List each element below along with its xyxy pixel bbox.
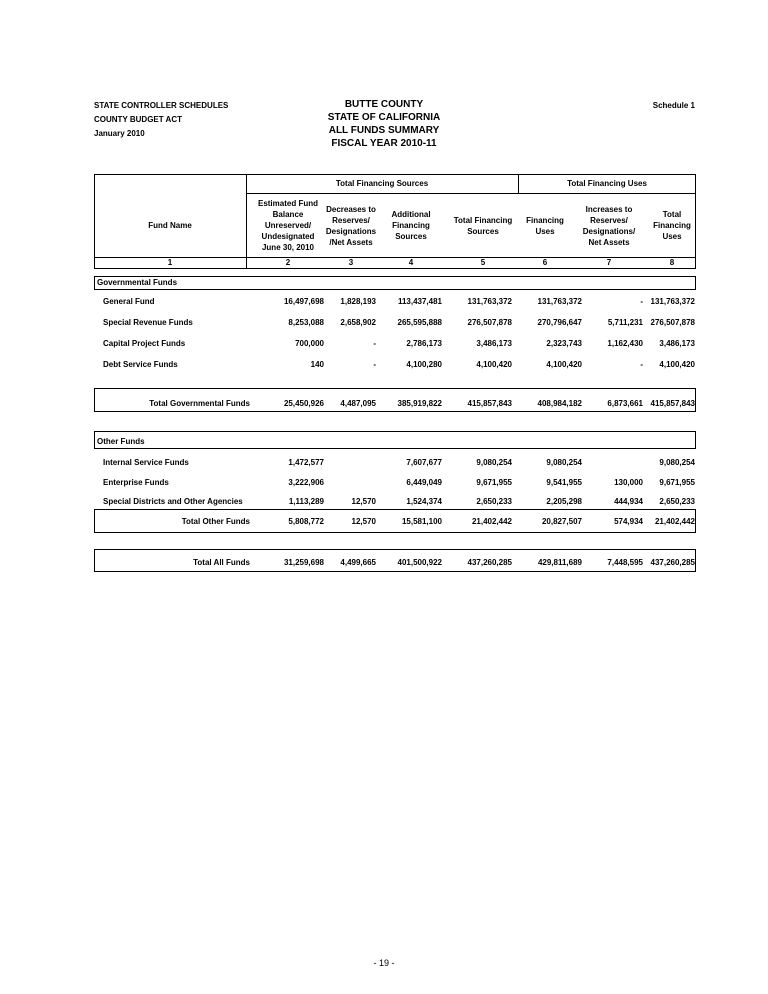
page-title [284,98,484,150]
cell: 444,934 [614,497,643,506]
cell: 2,205,298 [546,497,582,506]
total-row-all [0,557,768,569]
cell: 131,763,372 [650,297,695,306]
cell: 3,222,906 [288,478,324,487]
section-title-governmental: Governmental Funds [97,278,178,287]
cell: 574,934 [614,517,643,526]
schedule-label: Schedule 1 [652,101,695,110]
col-number-4: 4 [408,258,414,267]
col-header-8: Total Financing Uses [653,210,691,241]
cell: 9,080,254 [476,458,512,467]
cell: 130,000 [614,478,643,487]
cell: 1,113,289 [288,497,324,506]
cell: 31,259,698 [283,558,324,567]
col-header-2: Estimated Fund Balance Unreserved/ Undesignated June 30, 2010 [257,199,318,252]
cell: 4,100,420 [476,360,512,369]
cell: 9,671,955 [659,478,695,487]
cell: 2,650,233 [476,497,512,506]
cell: 401,500,922 [397,558,442,567]
left-line-2: COUNTY BUDGET ACT [94,115,182,124]
col-number-8: 8 [669,258,675,267]
title-line-1: BUTTE COUNTY [344,99,424,110]
table-row [0,359,768,371]
cell: 415,857,843 [650,399,695,408]
cell: 1,472,577 [288,458,324,467]
cell: 1,162,430 [607,339,643,348]
col-number-3: 3 [348,258,354,267]
col-header-6: Financing Uses [526,215,564,236]
cell: 265,595,888 [397,318,442,327]
col-number-6: 6 [542,258,548,267]
title-line-4: FISCAL YEAR 2010-11 [331,138,437,149]
cell: 131,763,372 [467,297,512,306]
col-number-2: 2 [285,258,291,267]
cell: 2,786,173 [406,339,442,348]
row-label: Special Revenue Funds [103,318,193,327]
table-row [0,317,768,329]
total-label: Total Other Funds [181,517,250,526]
col-header-7: Increases to Reserves/ Designations/ Net Assets [582,204,636,247]
group-header-sources: Total Financing Sources [335,179,429,188]
cell: - [373,339,376,348]
col-number-1: 1 [167,258,173,267]
cell: 700,000 [295,339,324,348]
cell: 7,607,677 [406,458,442,467]
cell: 1,524,374 [406,497,442,506]
cell: 270,796,647 [537,318,582,327]
cell: 276,507,878 [467,318,512,327]
cell: 385,919,822 [397,399,442,408]
cell: - [373,360,376,369]
cell: 25,450,926 [283,399,324,408]
cell: 2,658,902 [340,318,376,327]
left-line-3: January 2010 [94,129,145,138]
col-header-4: Additional Financing Sources [391,210,431,241]
cell: 15,581,100 [401,517,442,526]
fund-name-header: Fund Name [148,221,192,230]
row-label: Debt Service Funds [103,360,178,369]
cell: 9,541,955 [546,478,582,487]
left-line-1: STATE CONTROLLER SCHEDULES [94,101,229,110]
total-row-other [0,516,768,528]
table-row [0,496,768,508]
cell: 2,650,233 [659,497,695,506]
section-title-other: Other Funds [97,437,145,446]
cell: 429,811,689 [537,558,582,567]
row-label: Capital Project Funds [103,339,186,348]
cell: 9,080,254 [546,458,582,467]
cell: 8,253,088 [288,318,324,327]
cell: 276,507,878 [650,318,695,327]
report-source-left [94,99,228,141]
title-line-3: ALL FUNDS SUMMARY [328,125,440,136]
total-label: Total All Funds [193,558,250,567]
cell: 12,570 [351,517,376,526]
section-box-governmental [94,276,696,290]
cell: 437,260,285 [650,558,695,567]
cell: 9,080,254 [659,458,695,467]
cell: 4,100,420 [659,360,695,369]
table-row [0,338,768,350]
cell: 21,402,442 [654,517,695,526]
cell: 3,486,173 [659,339,695,348]
cell: - [640,297,643,306]
col-header-5: Total Financing Sources [453,215,513,236]
table-row [0,296,768,308]
page-number: - 19 - [373,958,395,968]
cell: 140 [310,360,324,369]
cell: 21,402,442 [471,517,512,526]
row-label: Internal Service Funds [103,458,189,467]
group-header-uses: Total Financing Uses [567,179,647,188]
col-number-7: 7 [606,258,612,267]
cell: 1,828,193 [340,297,376,306]
cell: 7,448,595 [607,558,643,567]
row-label: Special Districts and Other Agencies [103,497,243,506]
row-label: Enterprise Funds [103,478,169,487]
total-row-governmental [0,398,768,410]
cell: 113,437,481 [397,297,442,306]
row-label: General Fund [103,297,155,306]
cell: 16,497,698 [283,297,324,306]
cell: 437,260,285 [467,558,512,567]
cell: 408,984,182 [537,399,582,408]
col-header-3: Decreases to Reserves/ Designations /Net Assets [325,204,377,247]
cell: 131,763,372 [537,297,582,306]
cell: 4,499,665 [340,558,376,567]
cell: 2,323,743 [546,339,582,348]
cell: 4,100,280 [406,360,442,369]
section-box-other [94,431,696,449]
cell: 415,857,843 [467,399,512,408]
cell: 4,487,095 [340,399,376,408]
cell: 3,486,173 [476,339,512,348]
table-row [0,477,768,489]
cell: 12,570 [351,497,376,506]
table-row [0,457,768,469]
cell: 5,808,772 [288,517,324,526]
col-number-5: 5 [480,258,486,267]
cell: 4,100,420 [546,360,582,369]
cell: - [640,360,643,369]
cell: 20,827,507 [541,517,582,526]
cell: 9,671,955 [476,478,512,487]
total-label: Total Governmental Funds [149,399,250,408]
title-line-2: STATE OF CALIFORNIA [327,112,441,123]
cell: 5,711,231 [607,318,643,327]
cell: 6,449,049 [406,478,442,487]
cell: 6,873,661 [607,399,643,408]
